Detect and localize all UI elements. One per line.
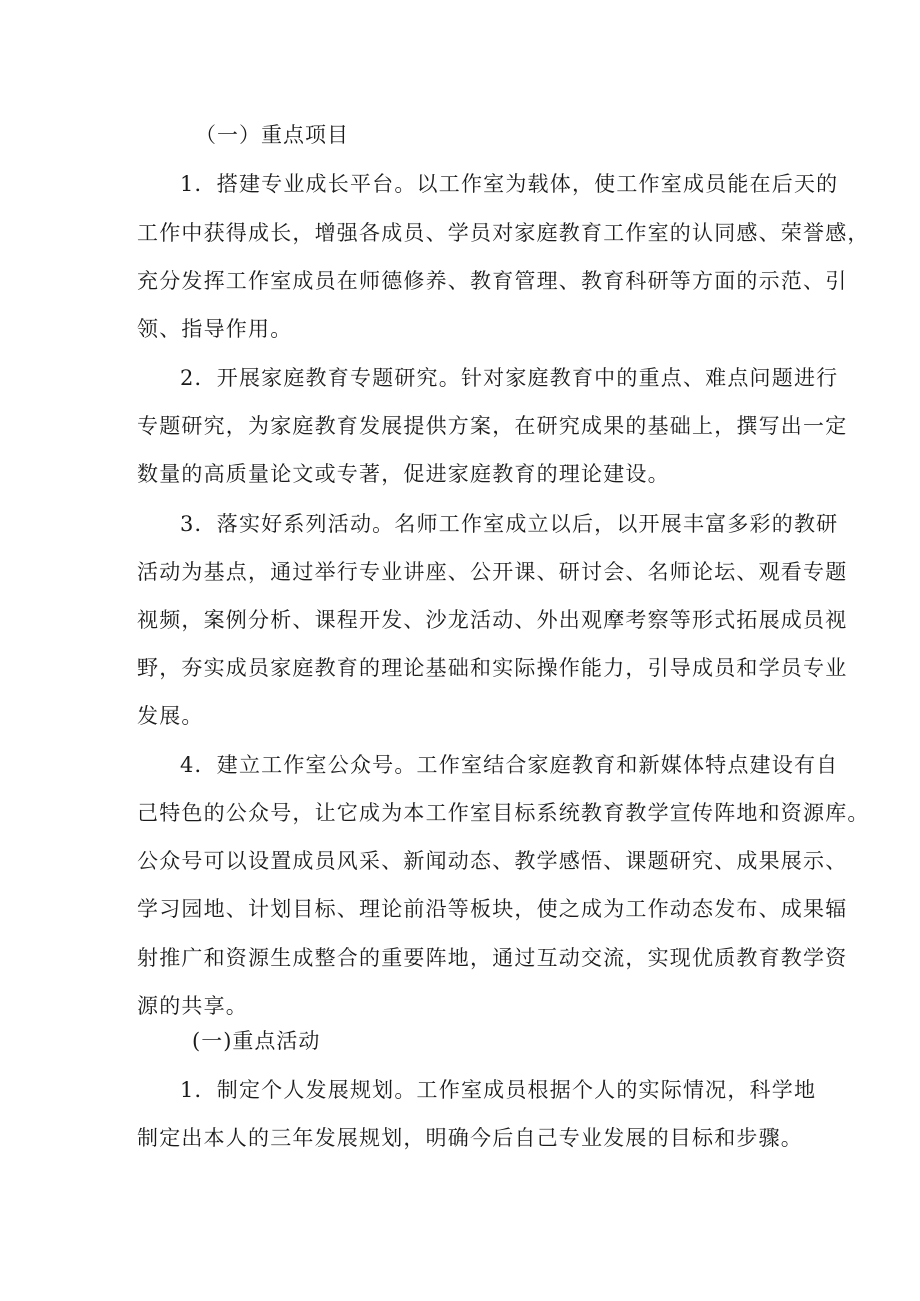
paragraph-2-line-1: 2．开展家庭教育专题研究。针对家庭教育中的重点、难点问题进行	[180, 366, 839, 390]
section-heading-key-activities: (一)重点活动	[192, 1029, 321, 1053]
paragraph-4-line-2: 己特色的公众号，让它成为本工作室目标系统教育教学宣传阵地和资源库。	[137, 801, 870, 825]
paragraph-3-line-5: 发展。	[137, 704, 204, 728]
paragraph-3-line-4: 野，夯实成员家庭教育的理论基础和实际操作能力，引导成员和学员专业	[137, 656, 848, 680]
paragraph-1-line-4: 领、指导作用。	[137, 317, 293, 341]
paragraph-4-line-6: 源的共享。	[137, 994, 248, 1018]
paragraph-3-line-1: 3．落实好系列活动。名师工作室成立以后，以开展丰富多彩的教研	[180, 512, 839, 536]
paragraph-2-line-2: 专题研究，为家庭教育发展提供方案，在研究成果的基础上，撰写出一定	[137, 414, 848, 438]
paragraph-4-line-4: 学习园地、计划目标、理论前沿等板块，使之成为工作动态发布、成果辐	[137, 897, 848, 921]
paragraph-4-line-5: 射推广和资源生成整合的重要阵地，通过互动交流，实现优质教育教学资	[137, 946, 848, 970]
section-heading-key-projects: （一）重点项目	[195, 123, 349, 147]
paragraph-3-line-2: 活动为基点，通过举行专业讲座、公开课、研讨会、名师论坛、观看专题	[137, 560, 848, 584]
paragraph-1-line-2: 工作中获得成长，增强各成员、学员对家庭教育工作室的认同感、荣誉感，	[137, 221, 870, 245]
paragraph-1-line-1: 1．搭建专业成长平台。以工作室为载体，使工作室成员能在后天的	[180, 172, 839, 196]
activity-1-line-2: 制定出本人的三年发展规划，明确今后自己专业发展的目标和步骤。	[137, 1126, 803, 1150]
paragraph-4-line-3: 公众号可以设置成员风采、新闻动态、教学感悟、课题研究、成果展示、	[137, 849, 848, 873]
paragraph-2-line-3: 数量的高质量论文或专著，促进家庭教育的理论建设。	[137, 462, 670, 486]
paragraph-3-line-3: 视频，案例分析、课程开发、沙龙活动、外出观摩考察等形式拓展成员视	[137, 608, 848, 632]
activity-1-line-1: 1．制定个人发展规划。工作室成员根据个人的实际情况，科学地	[180, 1078, 817, 1102]
paragraph-1-line-3: 充分发挥工作室成员在师德修养、教育管理、教育科研等方面的示范、引	[137, 269, 848, 293]
paragraph-4-line-1: 4．建立工作室公众号。工作室结合家庭教育和新媒体特点建设有自	[180, 753, 839, 777]
